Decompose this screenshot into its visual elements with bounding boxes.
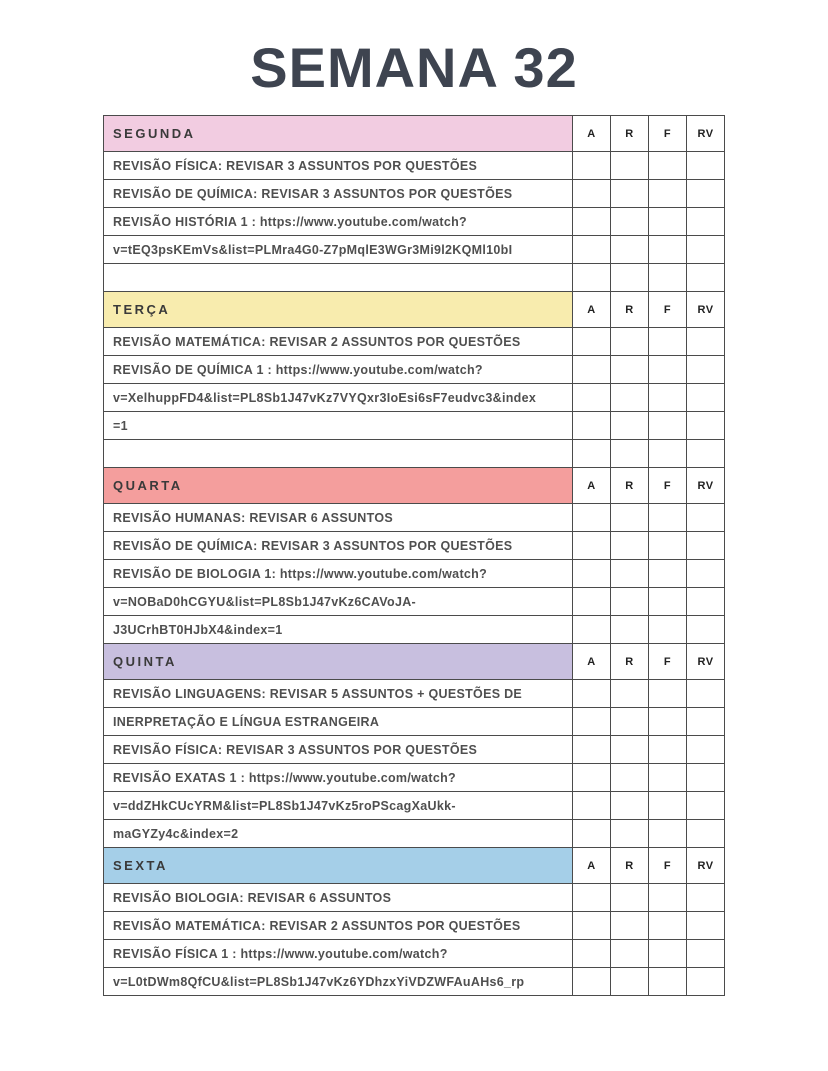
planner-table xyxy=(103,115,725,996)
column-header-a: A xyxy=(573,644,611,680)
check-cell-rv[interactable] xyxy=(687,884,725,912)
check-cell-f[interactable] xyxy=(649,412,687,440)
task-row xyxy=(104,356,725,384)
task-text: REVISÃO FÍSICA: REVISAR 3 ASSUNTOS POR QUESTÕES xyxy=(104,152,573,180)
check-cell-rv[interactable] xyxy=(687,968,725,996)
check-cell-f[interactable] xyxy=(649,792,687,820)
check-cell-a[interactable] xyxy=(573,356,611,384)
check-cell-f[interactable] xyxy=(649,180,687,208)
task-row xyxy=(104,820,725,848)
column-header-a: A xyxy=(573,116,611,152)
check-cell-r[interactable] xyxy=(611,708,649,736)
check-cell-f[interactable] xyxy=(649,384,687,412)
check-cell-a[interactable] xyxy=(573,180,611,208)
task-text: REVISÃO DE BIOLOGIA 1: https://www.youtube.com/watch? xyxy=(104,560,573,588)
check-cell-rv[interactable] xyxy=(687,328,725,356)
check-cell-r[interactable] xyxy=(611,736,649,764)
day-label-quarta: QUARTA xyxy=(104,468,573,504)
column-header-rv: RV xyxy=(687,292,725,328)
check-cell-f[interactable] xyxy=(649,764,687,792)
check-cell-r[interactable] xyxy=(611,680,649,708)
task-text: J3UCrhBT0HJbX4&index=1 xyxy=(104,616,573,644)
task-row xyxy=(104,616,725,644)
task-text: v=L0tDWm8QfCU&list=PL8Sb1J47vKz6YDhzxYiVDZWFAuAHs6_rp xyxy=(104,968,573,996)
check-cell-rv[interactable] xyxy=(687,940,725,968)
task-text: v=tEQ3psKEmVs&list=PLMra4G0-Z7pMqlE3WGr3Mi9l2KQMl10bI xyxy=(104,236,573,264)
check-cell-r[interactable] xyxy=(611,152,649,180)
check-cell-r[interactable] xyxy=(611,560,649,588)
check-cell-rv[interactable] xyxy=(687,180,725,208)
task-text: REVISÃO BIOLOGIA: REVISAR 6 ASSUNTOS xyxy=(104,884,573,912)
task-row xyxy=(104,792,725,820)
task-text: REVISÃO MATEMÁTICA: REVISAR 2 ASSUNTOS POR QUESTÕES xyxy=(104,328,573,356)
check-cell-r[interactable] xyxy=(611,616,649,644)
check-cell-a[interactable] xyxy=(573,820,611,848)
check-cell-r[interactable] xyxy=(611,884,649,912)
column-header-a: A xyxy=(573,292,611,328)
check-cell-a[interactable] xyxy=(573,616,611,644)
task-text: maGYZy4c&index=2 xyxy=(104,820,573,848)
task-text: REVISÃO MATEMÁTICA: REVISAR 2 ASSUNTOS POR QUESTÕES xyxy=(104,912,573,940)
column-header-rv: RV xyxy=(687,468,725,504)
task-row xyxy=(104,440,725,468)
day-label-quinta: QUINTA xyxy=(104,644,573,680)
check-cell-a[interactable] xyxy=(573,764,611,792)
check-cell-r[interactable] xyxy=(611,440,649,468)
day-label-tera: TERÇA xyxy=(104,292,573,328)
check-cell-f[interactable] xyxy=(649,208,687,236)
task-text: REVISÃO HUMANAS: REVISAR 6 ASSUNTOS xyxy=(104,504,573,532)
column-header-rv: RV xyxy=(687,644,725,680)
check-cell-rv[interactable] xyxy=(687,440,725,468)
column-header-f: F xyxy=(649,644,687,680)
task-row xyxy=(104,264,725,292)
day-header-row-tera xyxy=(104,292,725,328)
column-header-a: A xyxy=(573,848,611,884)
check-cell-rv[interactable] xyxy=(687,236,725,264)
check-cell-r[interactable] xyxy=(611,940,649,968)
task-row xyxy=(104,940,725,968)
check-cell-f[interactable] xyxy=(649,264,687,292)
check-cell-rv[interactable] xyxy=(687,912,725,940)
check-cell-r[interactable] xyxy=(611,968,649,996)
day-label-sexta: SEXTA xyxy=(104,848,573,884)
task-text: REVISÃO EXATAS 1 : https://www.youtube.com/watch? xyxy=(104,764,573,792)
column-header-f: F xyxy=(649,468,687,504)
empty-task-cell xyxy=(104,440,573,468)
task-text: REVISÃO LINGUAGENS: REVISAR 5 ASSUNTOS + QUESTÕES DE xyxy=(104,680,573,708)
check-cell-a[interactable] xyxy=(573,588,611,616)
check-cell-a[interactable] xyxy=(573,152,611,180)
check-cell-f[interactable] xyxy=(649,616,687,644)
check-cell-a[interactable] xyxy=(573,440,611,468)
check-cell-f[interactable] xyxy=(649,532,687,560)
check-cell-rv[interactable] xyxy=(687,208,725,236)
column-header-rv: RV xyxy=(687,848,725,884)
column-header-r: R xyxy=(611,292,649,328)
check-cell-r[interactable] xyxy=(611,504,649,532)
check-cell-rv[interactable] xyxy=(687,680,725,708)
task-row xyxy=(104,208,725,236)
check-cell-a[interactable] xyxy=(573,384,611,412)
check-cell-rv[interactable] xyxy=(687,504,725,532)
column-header-rv: RV xyxy=(687,116,725,152)
check-cell-a[interactable] xyxy=(573,504,611,532)
check-cell-f[interactable] xyxy=(649,912,687,940)
check-cell-f[interactable] xyxy=(649,968,687,996)
task-row xyxy=(104,504,725,532)
task-text: INERPRETAÇÃO E LÍNGUA ESTRANGEIRA xyxy=(104,708,573,736)
check-cell-rv[interactable] xyxy=(687,412,725,440)
check-cell-r[interactable] xyxy=(611,384,649,412)
check-cell-f[interactable] xyxy=(649,236,687,264)
check-cell-r[interactable] xyxy=(611,532,649,560)
check-cell-r[interactable] xyxy=(611,264,649,292)
task-row xyxy=(104,968,725,996)
check-cell-a[interactable] xyxy=(573,208,611,236)
check-cell-r[interactable] xyxy=(611,588,649,616)
task-row xyxy=(104,736,725,764)
check-cell-a[interactable] xyxy=(573,940,611,968)
task-row xyxy=(104,764,725,792)
check-cell-a[interactable] xyxy=(573,560,611,588)
task-row xyxy=(104,236,725,264)
task-row xyxy=(104,708,725,736)
task-text: REVISÃO DE QUÍMICA 1 : https://www.youtube.com/watch? xyxy=(104,356,573,384)
check-cell-a[interactable] xyxy=(573,792,611,820)
column-header-f: F xyxy=(649,848,687,884)
check-cell-f[interactable] xyxy=(649,736,687,764)
column-header-r: R xyxy=(611,848,649,884)
check-cell-f[interactable] xyxy=(649,884,687,912)
task-text: v=ddZHkCUcYRM&list=PL8Sb1J47vKz5roPScagXaUkk- xyxy=(104,792,573,820)
check-cell-f[interactable] xyxy=(649,560,687,588)
task-text: REVISÃO FÍSICA: REVISAR 3 ASSUNTOS POR QUESTÕES xyxy=(104,736,573,764)
task-text: REVISÃO DE QUÍMICA: REVISAR 3 ASSUNTOS POR QUESTÕES xyxy=(104,532,573,560)
check-cell-r[interactable] xyxy=(611,792,649,820)
check-cell-a[interactable] xyxy=(573,968,611,996)
check-cell-r[interactable] xyxy=(611,764,649,792)
empty-task-cell xyxy=(104,264,573,292)
task-text: =1 xyxy=(104,412,573,440)
check-cell-a[interactable] xyxy=(573,912,611,940)
day-header-row-sexta xyxy=(104,848,725,884)
column-header-f: F xyxy=(649,292,687,328)
task-row xyxy=(104,560,725,588)
task-row xyxy=(104,152,725,180)
check-cell-rv[interactable] xyxy=(687,708,725,736)
page-title: SEMANA 32 xyxy=(250,36,578,99)
task-row xyxy=(104,680,725,708)
check-cell-r[interactable] xyxy=(611,412,649,440)
task-text: v=NOBaD0hCGYU&list=PL8Sb1J47vKz6CAVoJA- xyxy=(104,588,573,616)
check-cell-rv[interactable] xyxy=(687,356,725,384)
column-header-a: A xyxy=(573,468,611,504)
column-header-r: R xyxy=(611,116,649,152)
check-cell-r[interactable] xyxy=(611,180,649,208)
check-cell-f[interactable] xyxy=(649,940,687,968)
check-cell-r[interactable] xyxy=(611,328,649,356)
task-row xyxy=(104,412,725,440)
check-cell-a[interactable] xyxy=(573,532,611,560)
column-header-r: R xyxy=(611,644,649,680)
check-cell-r[interactable] xyxy=(611,356,649,384)
task-row xyxy=(104,588,725,616)
check-cell-r[interactable] xyxy=(611,236,649,264)
day-label-segunda: SEGUNDA xyxy=(104,116,573,152)
check-cell-rv[interactable] xyxy=(687,152,725,180)
check-cell-r[interactable] xyxy=(611,820,649,848)
check-cell-rv[interactable] xyxy=(687,588,725,616)
check-cell-rv[interactable] xyxy=(687,560,725,588)
check-cell-a[interactable] xyxy=(573,708,611,736)
check-cell-rv[interactable] xyxy=(687,264,725,292)
check-cell-rv[interactable] xyxy=(687,792,725,820)
check-cell-rv[interactable] xyxy=(687,820,725,848)
check-cell-rv[interactable] xyxy=(687,532,725,560)
task-row xyxy=(104,180,725,208)
check-cell-f[interactable] xyxy=(649,708,687,736)
check-cell-a[interactable] xyxy=(573,884,611,912)
task-row xyxy=(104,912,725,940)
check-cell-r[interactable] xyxy=(611,912,649,940)
check-cell-a[interactable] xyxy=(573,328,611,356)
check-cell-f[interactable] xyxy=(649,152,687,180)
task-text: REVISÃO DE QUÍMICA: REVISAR 3 ASSUNTOS POR QUESTÕES xyxy=(104,180,573,208)
task-text: REVISÃO HISTÓRIA 1 : https://www.youtube.com/watch? xyxy=(104,208,573,236)
check-cell-f[interactable] xyxy=(649,680,687,708)
check-cell-a[interactable] xyxy=(573,236,611,264)
task-text: REVISÃO FÍSICA 1 : https://www.youtube.com/watch? xyxy=(104,940,573,968)
check-cell-a[interactable] xyxy=(573,680,611,708)
check-cell-f[interactable] xyxy=(649,588,687,616)
column-header-r: R xyxy=(611,468,649,504)
day-header-row-quinta xyxy=(104,644,725,680)
day-header-row-quarta xyxy=(104,468,725,504)
task-row xyxy=(104,884,725,912)
task-row xyxy=(104,384,725,412)
task-row xyxy=(104,532,725,560)
check-cell-r[interactable] xyxy=(611,208,649,236)
check-cell-a[interactable] xyxy=(573,736,611,764)
check-cell-f[interactable] xyxy=(649,328,687,356)
task-text: v=XelhuppFD4&list=PL8Sb1J47vKz7VYQxr3IoEsi6sF7eudvc3&index xyxy=(104,384,573,412)
check-cell-f[interactable] xyxy=(649,504,687,532)
check-cell-rv[interactable] xyxy=(687,616,725,644)
check-cell-a[interactable] xyxy=(573,264,611,292)
task-row xyxy=(104,328,725,356)
column-header-f: F xyxy=(649,116,687,152)
day-header-row-segunda xyxy=(104,116,725,152)
check-cell-f[interactable] xyxy=(649,440,687,468)
check-cell-f[interactable] xyxy=(649,356,687,384)
check-cell-f[interactable] xyxy=(649,820,687,848)
check-cell-rv[interactable] xyxy=(687,764,725,792)
check-cell-rv[interactable] xyxy=(687,384,725,412)
check-cell-rv[interactable] xyxy=(687,736,725,764)
check-cell-a[interactable] xyxy=(573,412,611,440)
